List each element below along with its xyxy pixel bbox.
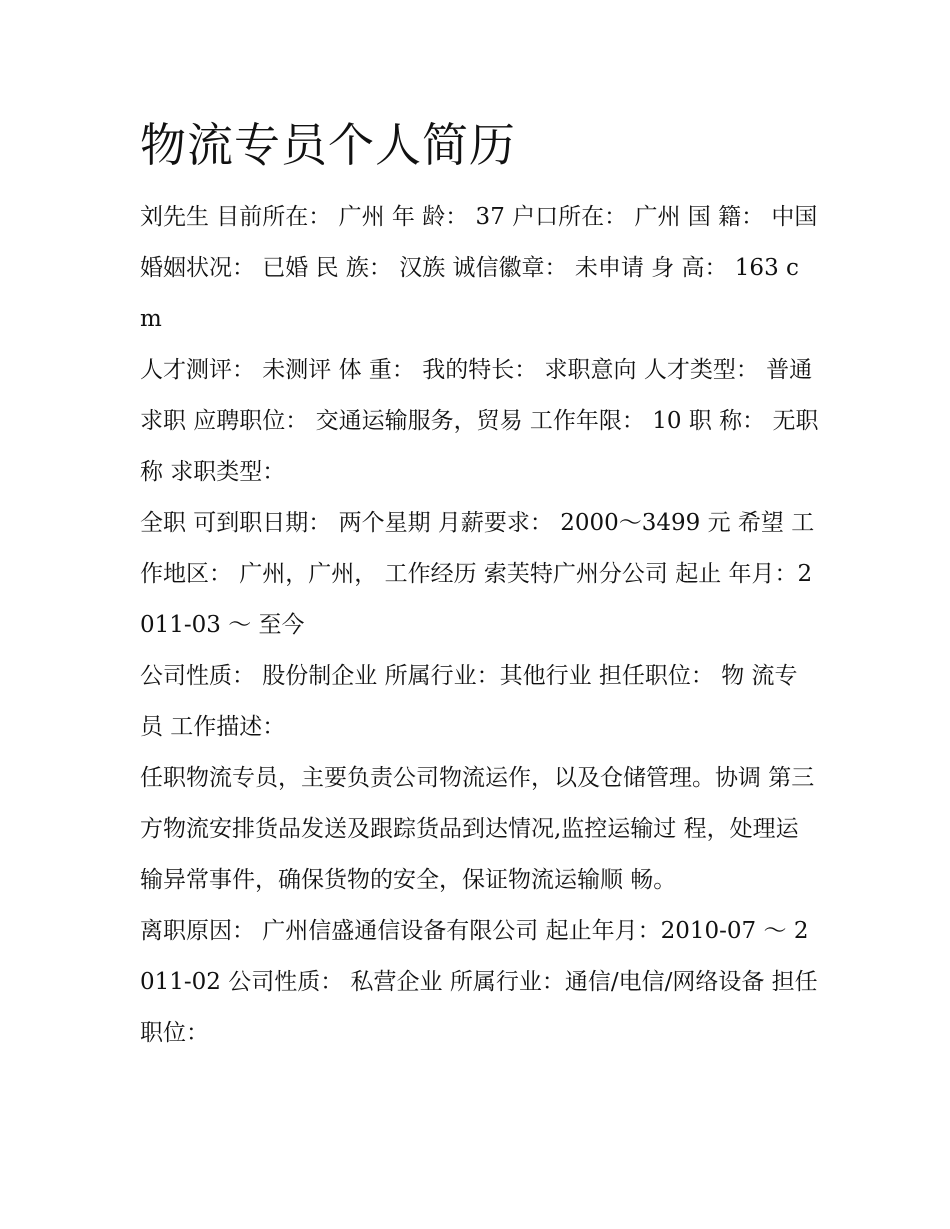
paragraph-personal-info: 刘先生 目前所在： 广州 年 龄： 37 户口所在： 广州 国 籍： 中国 婚姻状况： 已婚 民 族： 汉族 诚信徽章： 未申请 身 高： 163 cm	[140, 204, 818, 332]
paragraph-job-description: 任职物流专员，主要负责公司物流运作，以及仓储管理。协调 第三方物流安排货品发送及跟踪货品到达情况,监控运输过 程，处理运输异常事件，确保货物的安全，保证物流运输顺 畅。	[140, 765, 815, 893]
page-title: 物流专员个人简历	[140, 118, 516, 172]
paragraph-job-intention: 人才测评： 未测评 体 重： 我的特长： 求职意向 人才类型： 普通求职 应聘职位： 交通运输服务，贸易 工作年限： 10 职 称： 无职称 求职类型：	[140, 357, 819, 485]
paragraph-work-history-1: 全职 可到职日期： 两个星期 月薪要求： 2000～3499 元 希望 工作地区： 广州，广州， 工作经历 索芙特广州分公司 起止 年月：2011-03 ～ 至今	[140, 510, 815, 638]
paragraph-work-history-2: 离职原因： 广州信盛通信设备有限公司 起止年月：2010-07 ～ 2011-02 公司性质： 私营企业 所属行业：通信/电信/网络设备 担任职位：	[140, 918, 818, 1046]
resume-document	[140, 112, 820, 1059]
paragraph-company-info-1: 公司性质： 股份制企业 所属行业：其他行业 担任职位： 物 流专员 工作描述：	[140, 663, 798, 740]
